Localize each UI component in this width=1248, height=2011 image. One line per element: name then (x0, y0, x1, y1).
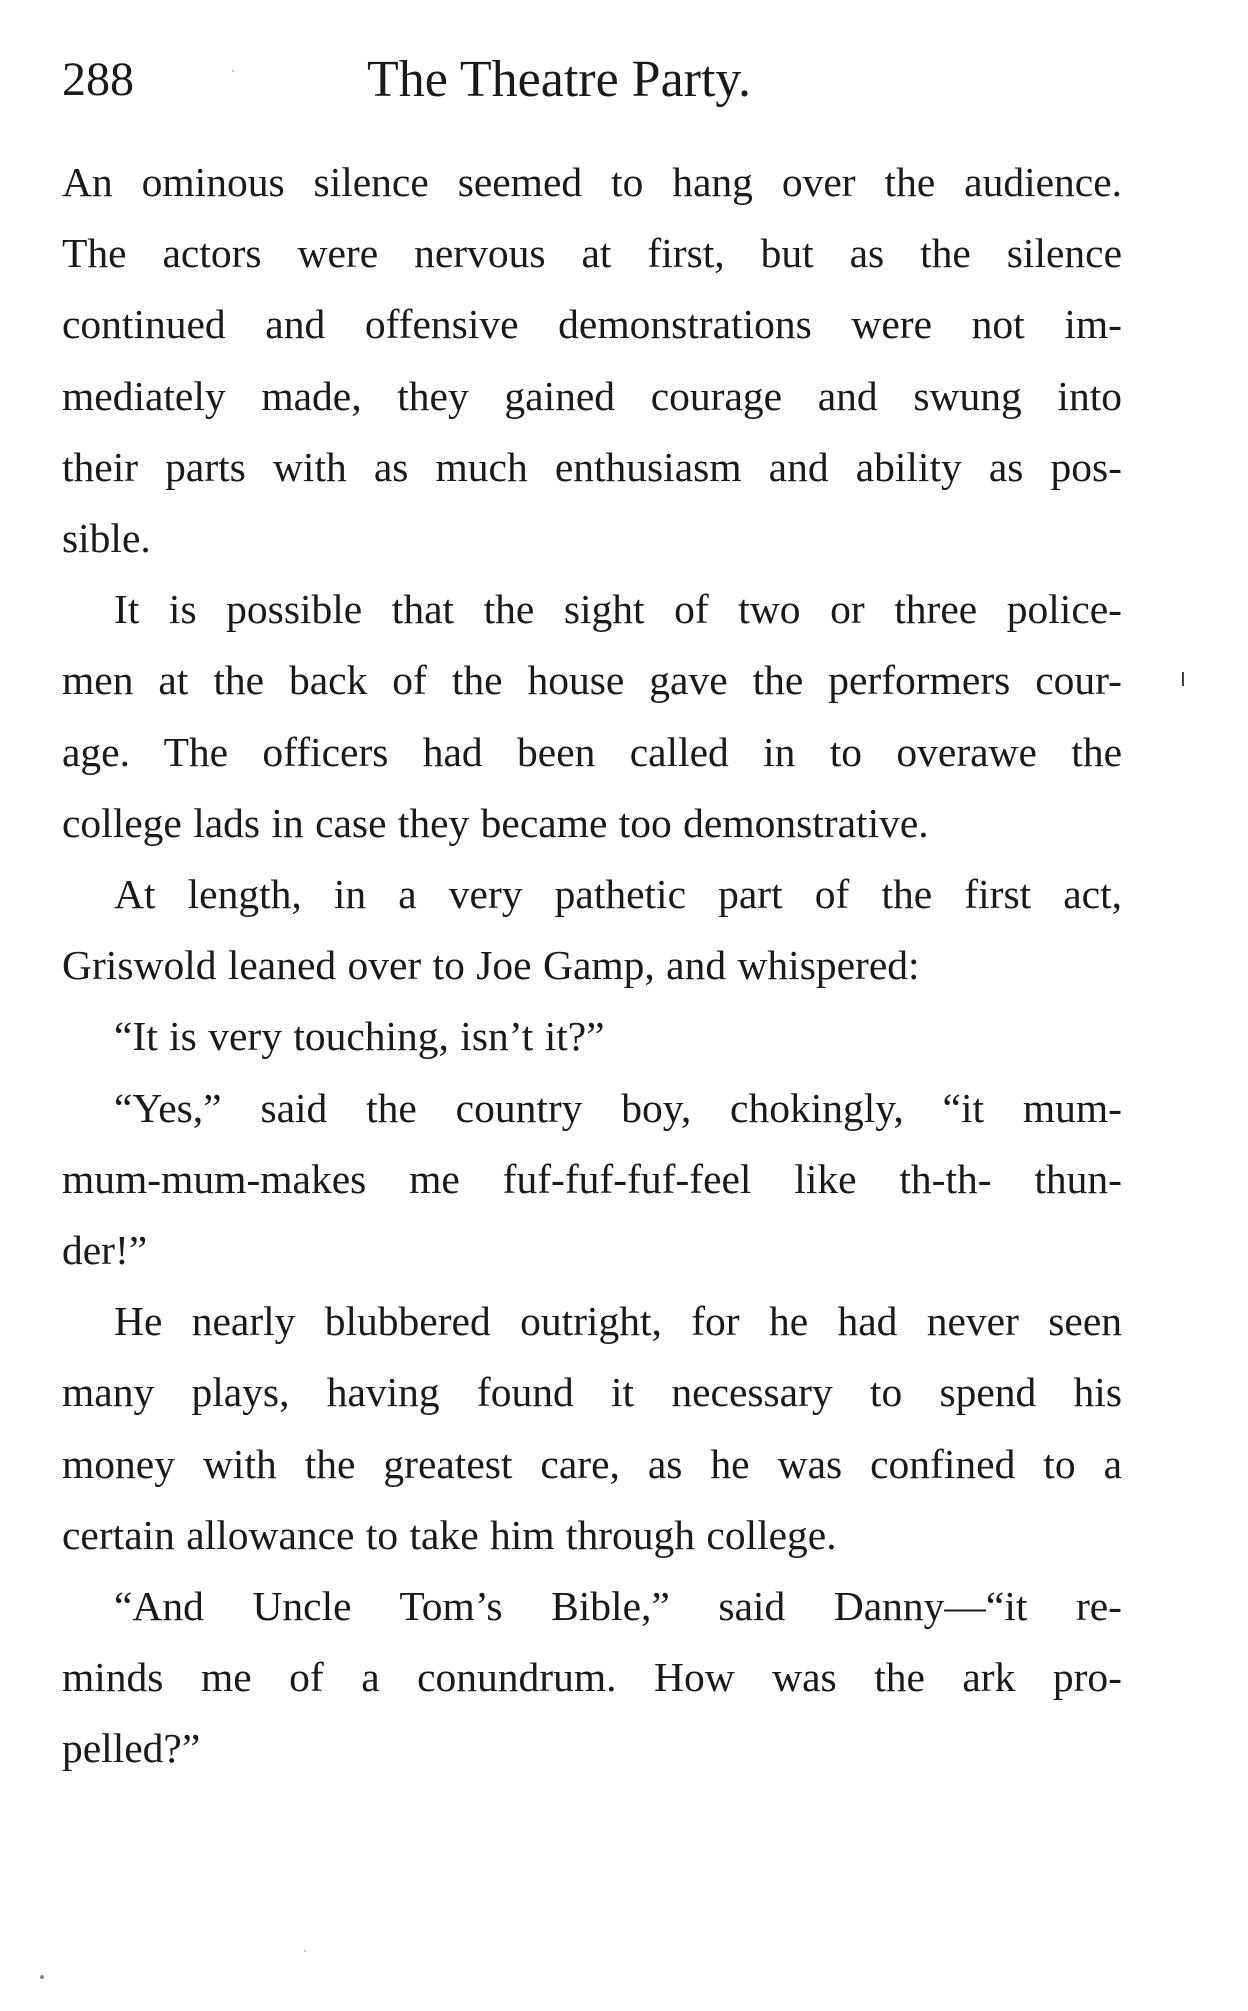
paragraph (62, 859, 1122, 1001)
paragraph (62, 1001, 1122, 1072)
text-line: “It is very touching, isn’t it?” (114, 1013, 605, 1060)
text-line: sible. (62, 515, 151, 562)
paper-speck (40, 1975, 44, 1979)
text-line: continued and offensive demonstrations were not im- (62, 301, 1122, 348)
paragraph (62, 1286, 1122, 1571)
text-line: der!” (62, 1227, 148, 1274)
running-head (62, 40, 1122, 120)
body-text (62, 147, 1122, 1785)
text-line: men at the back of the house gave the performers cour- (62, 657, 1122, 704)
text-line: age. The officers had been called in to overawe the (62, 728, 1122, 775)
text-line: He nearly blubbered outright, for he had never seen (114, 1298, 1122, 1345)
text-line: mediately made, they gained courage and swung into (62, 372, 1122, 419)
text-line: certain allowance to take him through college. (62, 1511, 837, 1558)
text-line: college lads in case they became too demonstrative. (62, 799, 929, 846)
text-line: money with the greatest care, as he was confined to a (62, 1440, 1122, 1487)
text-line: The actors were nervous at first, but as the silence (62, 230, 1122, 277)
text-line: mum-mum-makes me fuf-fuf-fuf-feel like th-th- thun- (62, 1155, 1122, 1202)
text-line: many plays, having found it necessary to spend his (62, 1369, 1122, 1416)
text-line: It is possible that the sight of two or three police- (114, 586, 1122, 633)
text-line: At length, in a very pathetic part of the first act, (114, 871, 1122, 918)
margin-mark (1182, 672, 1184, 686)
text-line: minds me of a conundrum. How was the ark pro- (62, 1654, 1122, 1701)
paragraph (62, 574, 1122, 859)
paragraph (62, 1073, 1122, 1287)
paper-speck (304, 1950, 306, 1952)
text-line: pelled?” (62, 1725, 201, 1772)
paragraph (62, 147, 1122, 574)
book-page (62, 40, 1122, 1785)
text-line: An ominous silence seemed to hang over the audience. (62, 159, 1122, 205)
text-line: “Yes,” said the country boy, chokingly, “it mum- (114, 1084, 1122, 1131)
running-title: The Theatre Party. (367, 51, 752, 108)
paragraph (62, 1571, 1122, 1785)
paper-speck (232, 70, 234, 72)
page-number: 288 (62, 53, 134, 106)
text-line: their parts with as much enthusiasm and ability as pos- (62, 443, 1122, 490)
text-line: Griswold leaned over to Joe Gamp, and whispered: (62, 942, 920, 989)
text-line: “And Uncle Tom’s Bible,” said Danny—“it re- (114, 1583, 1122, 1630)
